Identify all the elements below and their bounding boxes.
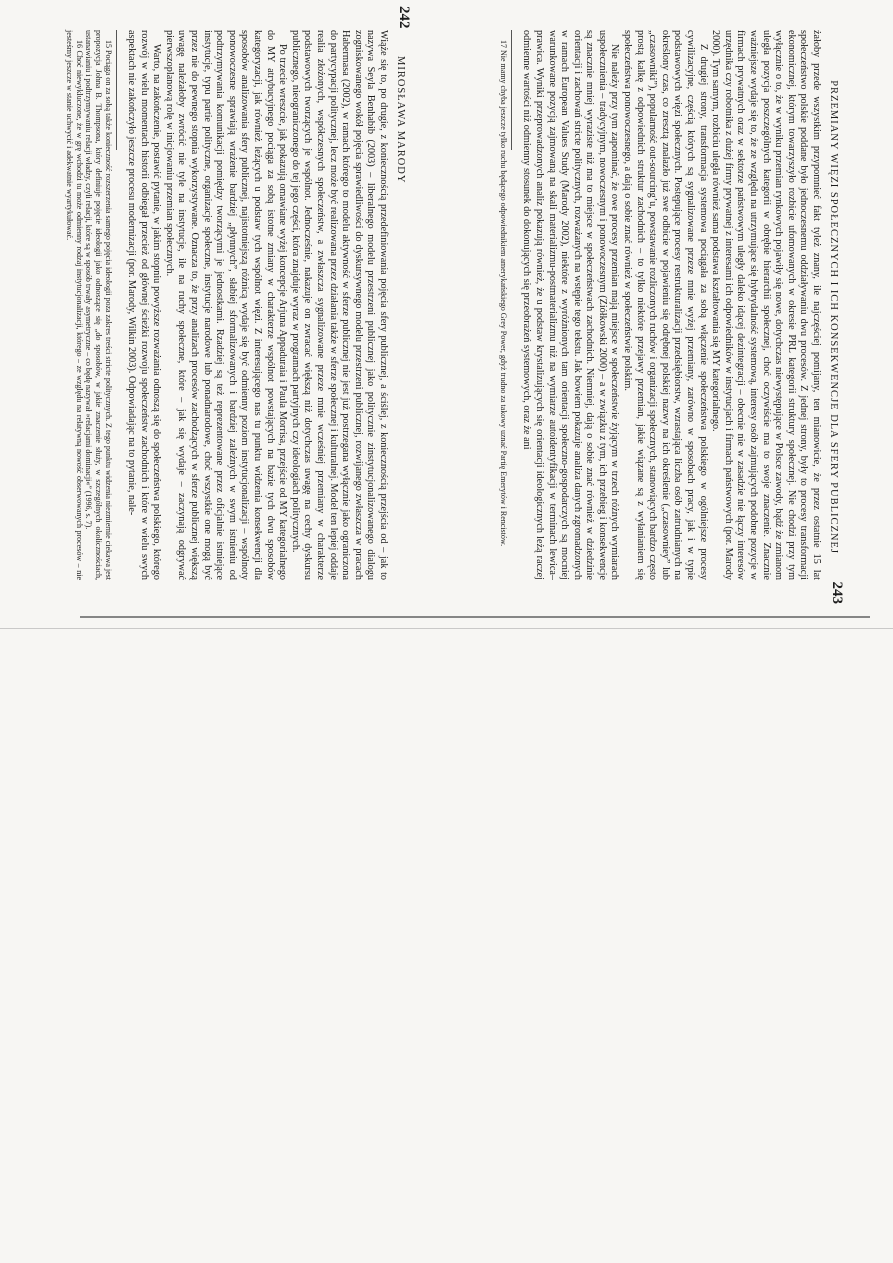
page-number: 242 (396, 6, 412, 29)
page-body (520, 30, 822, 580)
page-242 (0, 0, 420, 610)
footnotes (498, 30, 512, 580)
footnotes (65, 30, 117, 580)
paragraph: Z drugiej strony, transformacja systemowa pociągała za sobą włączenie społeczeństwa polskiego w ogólniejsze procesy cywilizacyjne, częścią których są sygnalizowane przeze mnie wyżej przemiany, zarówno w sposobach pracy, jak i w typie podstawowych więzi społecznych. Postępujące procesy restrukturalizacji przedsiębiorstw, wzrastająca liczba osób zatrudnianych na określony czas, co zresztą znalazło już swe odbicie w pojawieniu się odrębnej polskiej nazwy na ich określenie („czasowniey” lub „czasowniki”), popularność out-sourcing’u, powstawanie rozliczonych ruchów i organizacji społecznych, stanowiących bardzo często prostą kalkę z odpowiednich struktur zachodnich – to tylko niektóre przejawy przemian, jakie wiązane są z wyłanianiem się społeczeństwa ponowoczesnego, a dają o sobie znać również w społeczeństwie polskim. (622, 30, 709, 580)
footnote-rule (113, 30, 117, 150)
paragraph: Warto, na zakończenie, postawić pytanie, w jakim stopniu powyższe rozważania odnoszą się do społeczeństwa polskiego, którego rozwój w wielu momentach historii odbiegał przecież od głównej ścieżki rozwoju społeczeństw zachodnich i które w wielu swych aspektach nie zakończyło jeszcze procesu modernizacji (por. Marody, Wilkin 2003). Odpowiadając na to pytanie, nale- (126, 30, 163, 580)
footnote-rule (508, 30, 512, 150)
gutter-shadow (0, 628, 893, 629)
footnote: 15 Pociąga on za sobą także konieczność rozszerzenia samego pojęcia ideologii poza zakres treści stricte politycznych. Z tego punktu widzenia niezmiernie ciekawa jest propozycja Johna B. Thompsona, który definiuje pojęcie ideologii jako odnoszące się „do sposobów, w jakie znaczenie służy, w szczególnych okolicznościach, ustanawianiu i podtrzymywaniu relacji władzy, czyli relacji, które są w sposób trwały asymetryczne – co będę nazywał »relacjami dominacji«” (1996, s. 7). (84, 30, 113, 580)
paragraph: Wiąże się to, po drugie, z koniecznością przedefiniowania pojęcia sfery publicznej, a ściślej, z koniecznością przejścia od – jak to nazywa Seyla Benhabib (2003) – liberalnego modelu przestrzeni publicznej jako politycznie zinstytucjonalizowanego dialogu zogniskowanego wokół pojęcia sprawiedliwości do dyskursywnego modelu przestrzeni publicznej, rozwijanego zwłaszcza w pracach Habermasa (2002), w ramach którego to modelu aktywność w sferze publicznej nie jest już postrzegana wyłącznie jako ograniczona do partycypacji politycznej, lecz może być realizowana przez działania także w sferze społecznej i kulturalnej. Model ten lepiej oddaje realia złożonych, współczesnych społeczeństw, a zwłaszcza sygnalizowane przeze mnie wcześniej przemiany w charakterze podstawowych tworzących je wspólnot. Jednocześnie, nakazuje on zwracać większą niż dotychczas uwagę na cechy dyskursu publicznego, nieograniczonego do tej jego części, która znajduje wyraz w programach partyjnych czy ideologiach politycznych. (289, 30, 389, 580)
gutter-line (80, 616, 870, 618)
footnote: 17 Nie mamy chyba jeszcze tylko ruchu będącego odpowiednikiem amerykańskiego Grey Power, gdyż trudno za takowy uznać Partię Emerytów i Rencistów. (498, 40, 508, 547)
footnote: 16 Choć niewykluczone, że w grę wchodzi tu może odmienny rodzaj instytucjonalizacji, którego – ze względu na relatywną nowość obserwowanych procesów – nie jesteśmy jeszcze w stanie uchwycić i adekwatnie wyartykułować. (65, 30, 84, 580)
paragraph: Po trzecie wreszcie, jak pokazują omawiane wyżej koncepcje Arjuna Appaduraia i Paula Morrisa, przejście od MY kategorialnego do MY atrybucyjnego pociąga za sobą istotne zmiany w charakterze wspólnot powstających na bazie tych dwu sposobów kategoryzacji, jak również leżących u podstaw tych wspólnot więzi. Z interesującego nas tu punktu widzenia konsekwencji dla sposobów analizowania sfery publicznej, najistotniejszą różnicą wydaje się być odmienny poziom instytucjonalizacji – wspólnoty ponowoczesne sprawiają wrażenie bardziej „płynnych”, słabiej sformalizowanych i bardziej zależnych w swym istnieniu od podtrzymywania komunikacji pomiędzy tworzącymi je jednostkami. Rzadziej są też reprezentowane przez oficjalnie istniejące instytucje, typu partie polityczne, organizacje społeczne, instytucje narodowe lub ponadnarodowe, choć wszystkie one mogą być przez nie do pewnego stopnia wykorzystywane. Oznacza to, że przy analizach procesów zachodzących w sferze publicznej większą uwagę należałoby zwrócić nie tyle na instytucje, ile na ruchy społeczne, które – jak się wydaje – zaczynają odgrywać pierwszoplanową rolę w inicjowaniu przemian społecznych. (163, 30, 289, 580)
paragraph: Nie należy przy tym zapominać, że owe procesy przemian mają miejsce w społeczeństwie żyjącym w trzech różnych wymiarach uspołecznienia – tradycyjnym, nowoczesnym i ponowoczesnym (Ziółkowski 2000) – a w związku z tym, ich przebieg i konsekwencje są znacznie mniej wyraziste niż ma to miejsce w społeczeństwach zachodnich. Niemniej, dają o sobie znać również w dziedzinie orientacji i zachowań stricte politycznych, rozważanych na wstępie tego tekstu. Jak bowiem pokazuje analiza danych zgromadzonych w ramach European Values Study (Marody 2002), niektóre z wyróżnionych tam orientacji społeczno-gospodarczych są mocniej warunkowane pozycją zajmowaną na skali materializmu-postmaterializmu niż na wymiarze autoidentyfikacji w terminach lewica–prawica. Wyniki przeprowadzonych analiz pokazują również, że u podstaw krystalizujących się orientacji ideologicznych leżą raczej odmienne wartości niż odmienny stosunek do dokonujących się przeobrażeń systemowych, oraz że ani (521, 30, 621, 580)
running-head: PRZEMIANY WIĘZI SPOŁECZNYCH I ICH KONSEKWENCJE DLA SFERY PUBLICZNEJ (828, 80, 839, 554)
paragraph: żałoby przede wszystkim przypomnieć fakt tyleż znany, ile najczęściej pomijany, ten mianowicie, że przez ostatnie 15 lat społeczeństwo polskie poddane było jednoczesnemu oddziaływaniu dwu procesów. Z jednej strony, były to procesy transformacji ekonomicznej, którym towarzyszyło rozbicie ufomowanych w okresie PRL kategorii struktury społecznej. Nie chodzi przy tym wyłącznie o to, że w wyniku przemian rynkowych pojawiły się nowe, dotychczas niewystępujące w Polsce zawody, bądź że zmianom uległa pozycja poszczególnych kategorii w obrębie hierarchii społecznej, choć oczywiście ma to swoje znaczenie. Znacznie ważniejsze wydaje się to, że ze względu na utrzymujące się hybrydalność systemową, interesy osób zajmujących podobne pozycje w firmach prywatnych oraz w sektorze państwowym uległy daleko idącej dezintegracji – obecnie nie w zasadzie nie łączy interesów urzędnika czy robotnika z dużej firmy prywatnej z interesami ich odpowiedników w instytucjach i firmach państwowych (por. Marody 2000). Tym samym, rozbiciu uległa również sama podstawa kształtowania się MY kategorialnego. (710, 30, 822, 580)
running-head: MIROSŁAWA MARODY (395, 56, 406, 184)
page-243 (433, 0, 853, 610)
page-number: 243 (829, 581, 845, 604)
page-body (125, 30, 389, 580)
